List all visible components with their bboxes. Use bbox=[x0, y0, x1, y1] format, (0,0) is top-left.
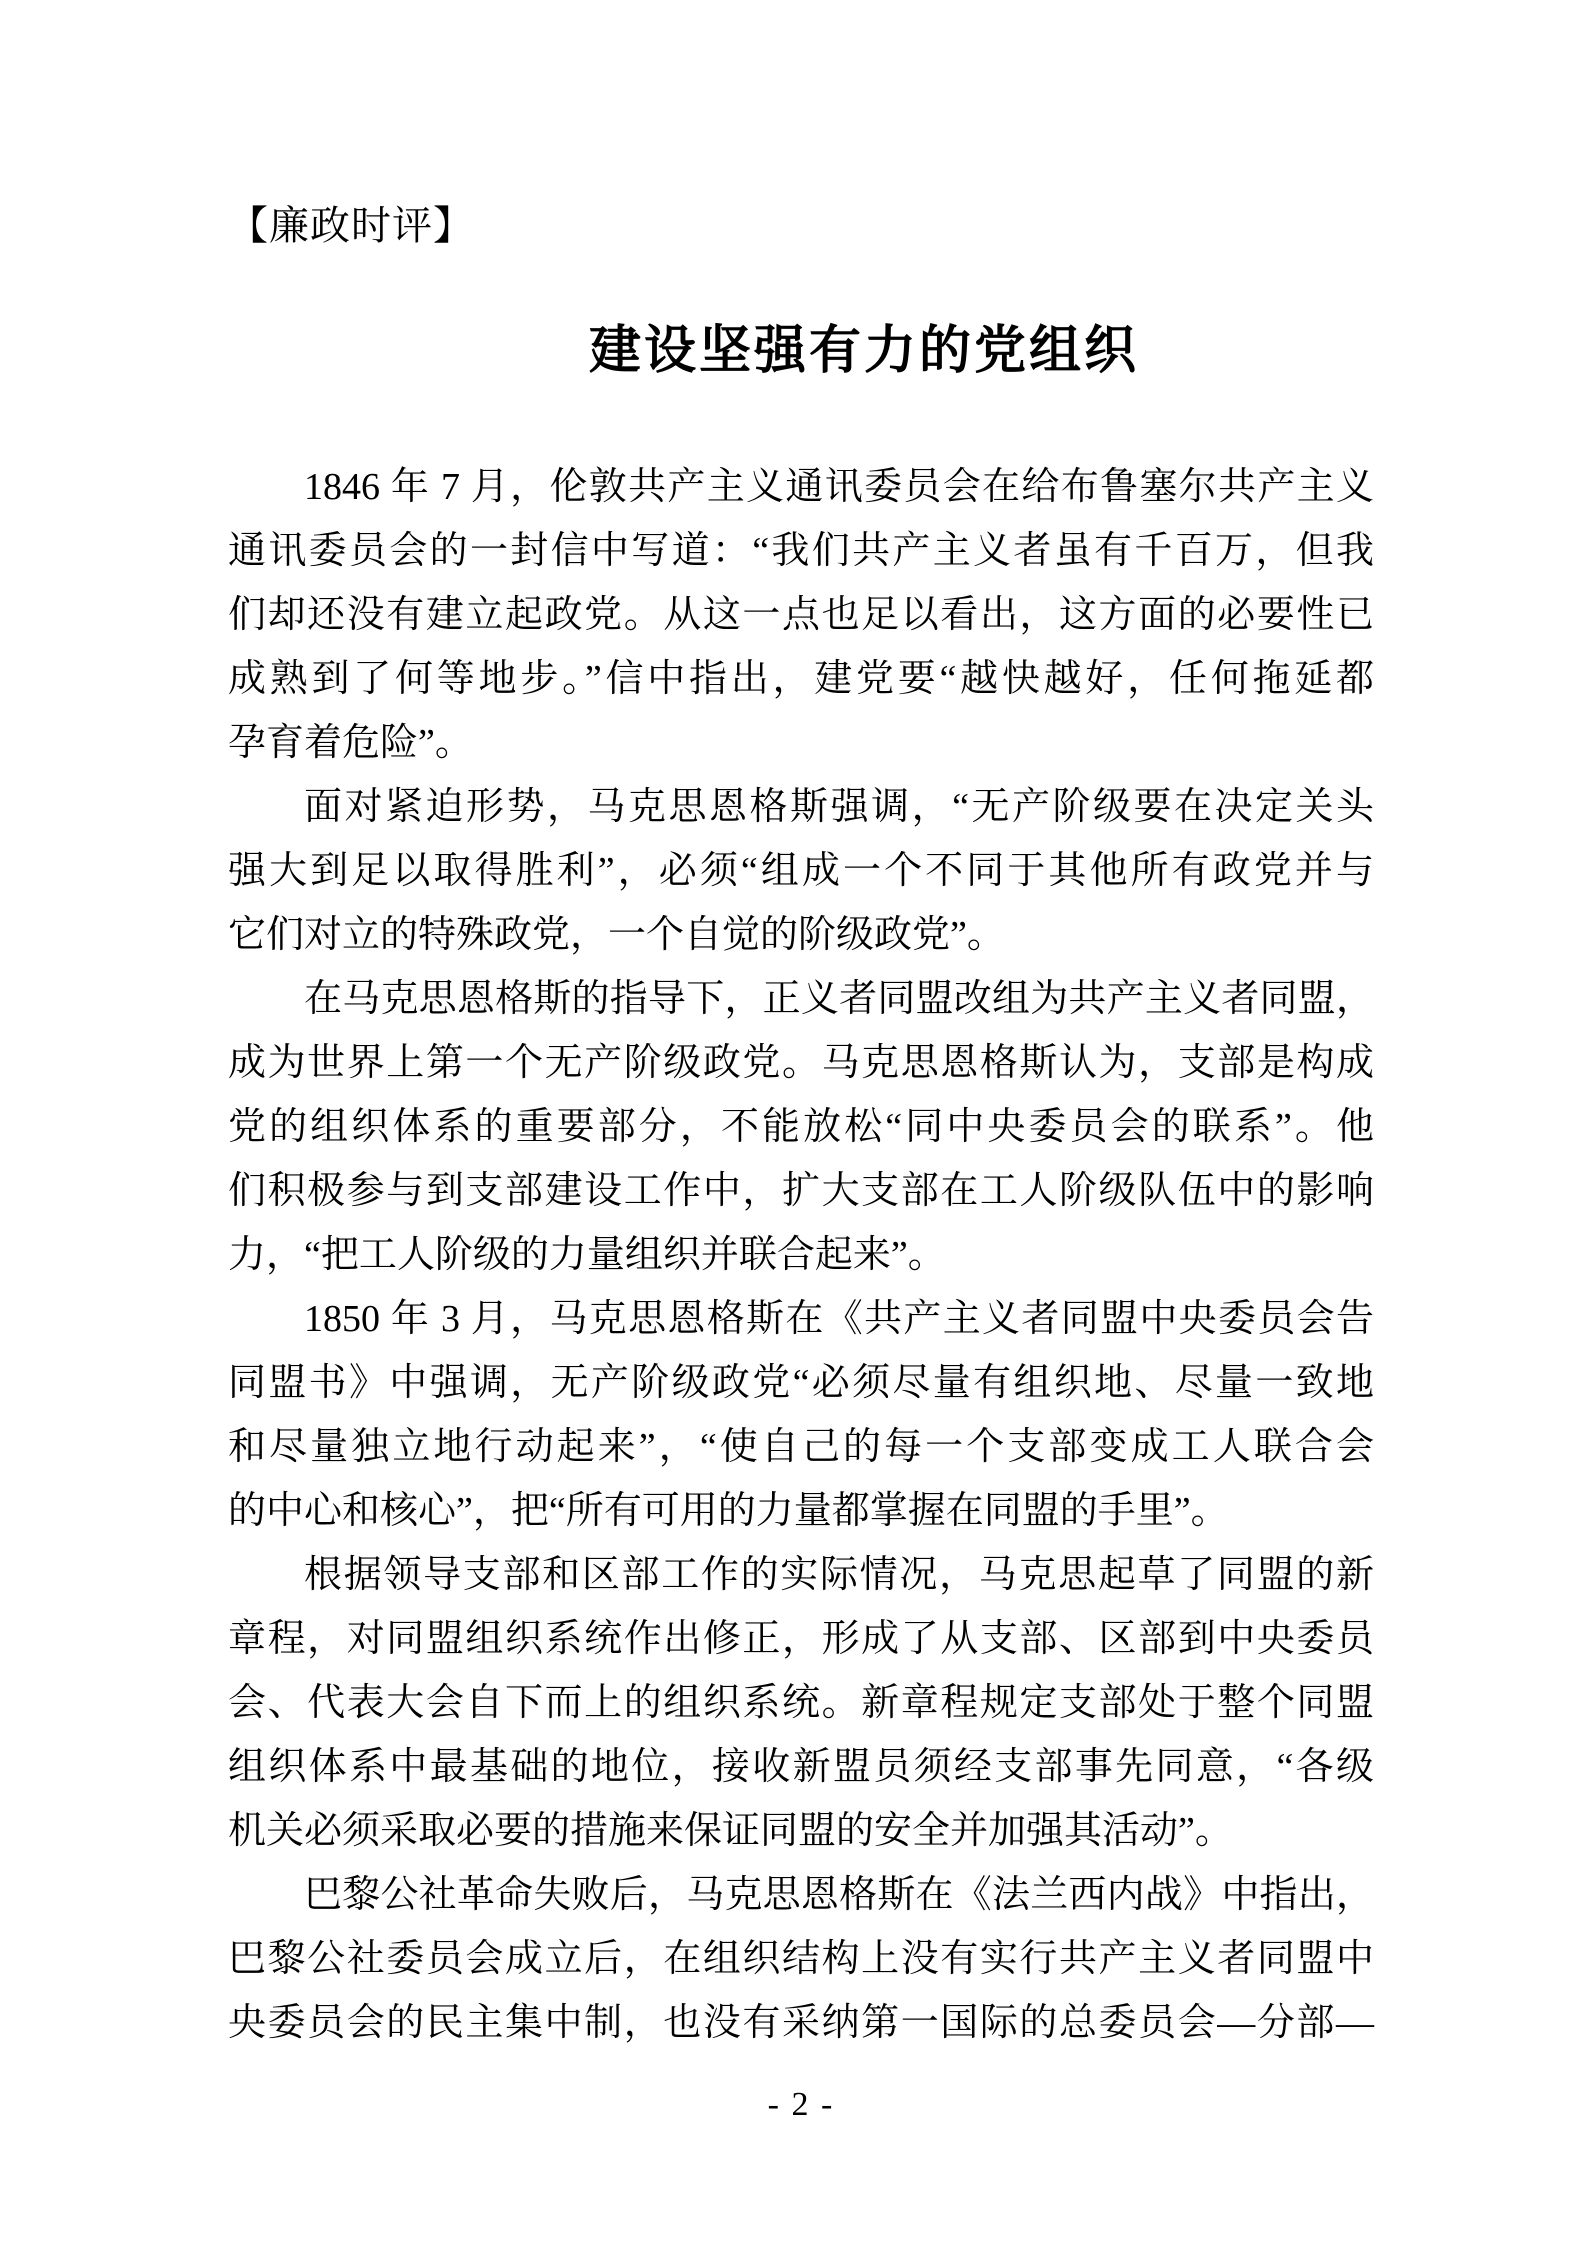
text-line: 在马克思恩格斯的指导下，正义者同盟改组为共产主义者同盟， bbox=[304, 978, 1374, 1020]
paragraph bbox=[228, 1287, 1374, 1543]
text-line: 力，“把工人阶级的力量组织并联合起来”。 bbox=[228, 1234, 946, 1276]
page-number: - 2 - bbox=[767, 2086, 835, 2123]
document-title: 建设坚强有力的党组织 bbox=[588, 323, 1139, 380]
text-line: 的中心和核心”，把“所有可用的力量都掌握在同盟的手里”。 bbox=[228, 1490, 1229, 1532]
text-line: 党的组织体系的重要部分，不能放松“同中央委员会的联系”。他 bbox=[228, 1106, 1374, 1148]
text-line: 孕育着危险”。 bbox=[228, 722, 473, 764]
category-tag: 【廉政时评】 bbox=[228, 203, 474, 248]
text-line: 通讯委员会的一封信中写道：“我们共产主义者虽有千百万，但我 bbox=[228, 530, 1374, 572]
text-line: 们却还没有建立起政党。从这一点也足以看出，这方面的必要性已 bbox=[228, 594, 1374, 636]
text-line: 面对紧迫形势，马克思恩格斯强调，“无产阶级要在决定关头 bbox=[304, 786, 1374, 828]
text-line: 1846 年 7 月，伦敦共产主义通讯委员会在给布鲁塞尔共产主义 bbox=[304, 466, 1374, 508]
paragraph bbox=[228, 775, 1374, 967]
document-body bbox=[228, 455, 1374, 2055]
text-line: 们积极参与到支部建设工作中，扩大支部在工人阶级队伍中的影响 bbox=[228, 1170, 1374, 1212]
text-line: 章程，对同盟组织系统作出修正，形成了从支部、区部到中央委员 bbox=[228, 1618, 1374, 1660]
text-line: 巴黎公社革命失败后，马克思恩格斯在《法兰西内战》中指出， bbox=[304, 1874, 1374, 1916]
paragraph bbox=[228, 1543, 1374, 1863]
text-line: 组织体系中最基础的地位，接收新盟员须经支部事先同意，“各级 bbox=[228, 1746, 1374, 1788]
text-line: 和尽量独立地行动起来”，“使自己的每一个支部变成工人联合会 bbox=[228, 1426, 1374, 1468]
text-line: 巴黎公社委员会成立后，在组织结构上没有实行共产主义者同盟中 bbox=[228, 1938, 1374, 1980]
text-line: 央委员会的民主集中制，也没有采纳第一国际的总委员会—分部— bbox=[228, 2002, 1374, 2044]
text-line: 会、代表大会自下而上的组织系统。新章程规定支部处于整个同盟 bbox=[228, 1682, 1374, 1724]
text-line: 强大到足以取得胜利”，必须“组成一个不同于其他所有政党并与 bbox=[228, 850, 1374, 892]
text-line: 1850 年 3 月，马克思恩格斯在《共产主义者同盟中央委员会告 bbox=[304, 1298, 1374, 1340]
text-line: 成熟到了何等地步。”信中指出，建党要“越快越好，任何拖延都 bbox=[228, 658, 1374, 700]
text-line: 成为世界上第一个无产阶级政党。马克思恩格斯认为，支部是构成 bbox=[228, 1042, 1374, 1084]
text-line: 它们对立的特殊政党，一个自觉的阶级政党”。 bbox=[228, 914, 1005, 956]
text-line: 同盟书》中强调，无产阶级政党“必须尽量有组织地、尽量一致地 bbox=[228, 1362, 1374, 1404]
paragraph bbox=[228, 967, 1374, 1287]
paragraph bbox=[228, 1863, 1374, 2055]
text-line: 根据领导支部和区部工作的实际情况，马克思起草了同盟的新 bbox=[304, 1554, 1374, 1596]
text-line: 机关必须采取必要的措施来保证同盟的安全并加强其活动”。 bbox=[228, 1810, 1233, 1852]
paragraph bbox=[228, 455, 1374, 775]
